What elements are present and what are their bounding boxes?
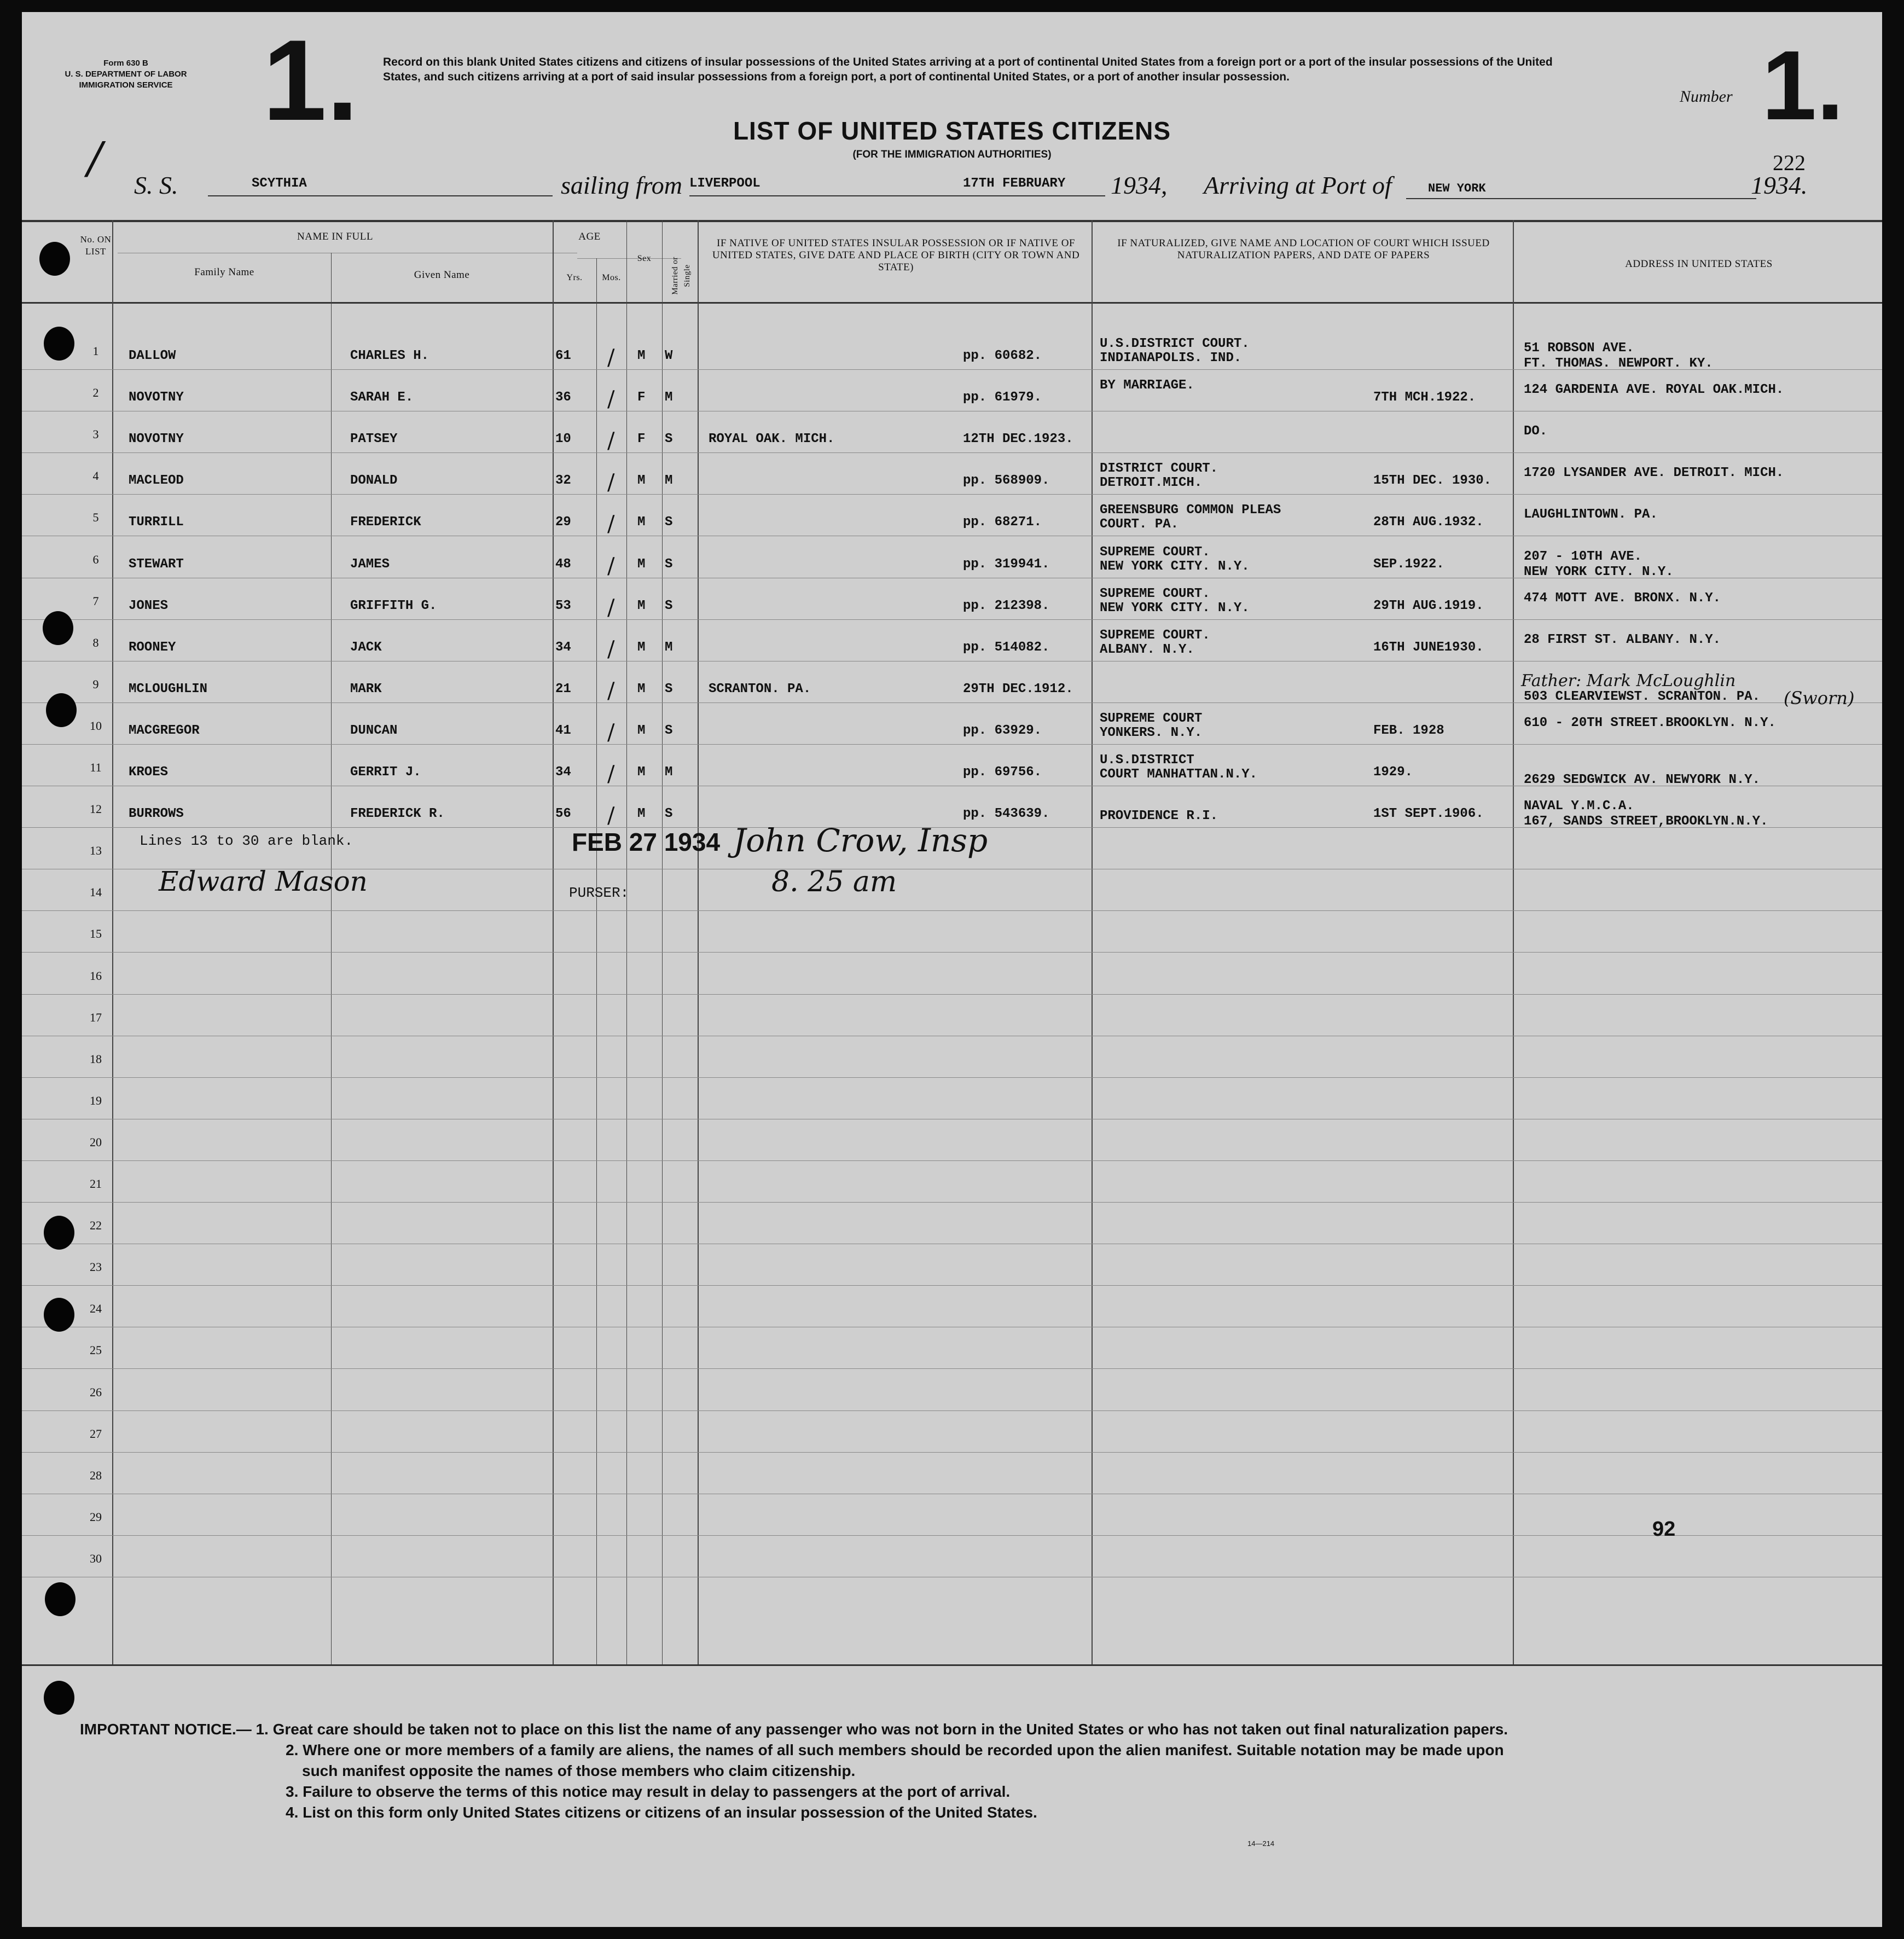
court-location: DETROIT.MICH. (1100, 475, 1203, 491)
line-number: 21 (90, 1177, 102, 1191)
given-name: CHARLES H. (350, 349, 429, 363)
family-name: JONES (129, 598, 169, 613)
notice-line-2b: such manifest opposite the names of those members who claim citizenship. (302, 1762, 856, 1779)
birth-place: ROYAL OAK. MICH. (709, 432, 835, 447)
punch-hole (44, 1216, 74, 1250)
col-line-given (553, 220, 554, 1664)
punch-hole (46, 693, 77, 727)
address-line-2: FT. THOMAS. NEWPORT. KY. (1524, 356, 1713, 371)
sex: M (637, 515, 646, 530)
purser-label: PURSER: (569, 885, 629, 901)
marital-status: S (665, 556, 673, 572)
col-line-married (698, 220, 699, 1664)
court-date: 28TH AUG.1932. (1373, 515, 1484, 530)
court-date: 7TH MCH.1922. (1373, 390, 1476, 405)
birth-date-or-passport: 29TH DEC.1912. (963, 681, 1073, 696)
line-number: 9 (92, 677, 99, 691)
header-family-name: Family Name (194, 266, 254, 278)
birth-date-or-passport: pp. 61979. (963, 390, 1042, 405)
age-months: / (607, 512, 615, 537)
header-naturalization: IF NATURALIZED, GIVE NAME AND LOCATION OF COURT WHICH ISSUED NATURALIZATION PAPERS, AND DATE OF PAPERS (1117, 237, 1490, 261)
ship-name-line (208, 195, 553, 196)
birth-date-or-passport: pp. 69756. (963, 765, 1042, 780)
age-years: 10 (555, 432, 571, 447)
age-years: 41 (555, 723, 571, 738)
given-name: SARAH E. (350, 390, 414, 405)
line-number: 3 (92, 427, 99, 442)
departure-year: 1934, (1111, 171, 1168, 199)
line-number: 16 (90, 968, 102, 983)
col-line-years (596, 258, 597, 1664)
address-line-1: 1720 LYSANDER AVE. DETROIT. MICH. (1524, 466, 1784, 481)
sex: M (637, 640, 646, 655)
punch-hole (44, 327, 74, 361)
punch-hole (39, 242, 70, 276)
row-rule (22, 619, 1882, 620)
table-bottom-border (22, 1664, 1882, 1666)
handwritten-arrival-date: 222 (1773, 150, 1806, 175)
line-number: 10 (90, 718, 102, 733)
family-name: TURRILL (129, 515, 184, 530)
header-address: ADDRESS IN UNITED STATES (1625, 258, 1773, 270)
marital-status: S (665, 432, 673, 447)
court-location: INDIANAPOLIS. IND. (1100, 351, 1242, 365)
line-number: 23 (90, 1260, 102, 1274)
form-department: U. S. DEPARTMENT OF LABOR (65, 69, 187, 79)
line-number: 30 (90, 1551, 102, 1565)
sex: M (637, 806, 646, 822)
line-number: 13 (90, 844, 102, 858)
marital-status: M (665, 473, 673, 489)
line-number: 27 (90, 1426, 102, 1441)
punch-hole (45, 1582, 76, 1616)
court-date: FEB. 1928 (1373, 723, 1444, 738)
sex: M (637, 349, 646, 363)
marital-status: S (665, 723, 673, 738)
page-stamp-number: 92 (1652, 1518, 1676, 1541)
age-years: 53 (555, 598, 571, 613)
court-name: U.S.DISTRICT COURT. (1100, 336, 1250, 351)
age-years: 21 (555, 681, 571, 696)
handwritten-mark: / (88, 132, 102, 183)
family-name: KROES (129, 765, 169, 780)
sex: M (637, 556, 646, 572)
row-rule (22, 1285, 1882, 1286)
blank-lines-note: Lines 13 to 30 are blank. (140, 833, 353, 849)
address-line-2: NEW YORK CITY. N.Y. (1524, 564, 1674, 579)
age-months: / (607, 387, 615, 413)
line-number: 14 (90, 885, 102, 899)
family-name: MACGREGOR (129, 723, 200, 738)
marital-status: S (665, 598, 673, 613)
family-name: BURROWS (129, 806, 184, 822)
departure-date: 17TH FEBRUARY (963, 176, 1066, 191)
age-years: 48 (555, 556, 571, 572)
marital-status: S (665, 515, 673, 530)
punch-hole (44, 1681, 74, 1715)
court-name: U.S.DISTRICT (1100, 753, 1194, 768)
court-location: COURT. PA. (1100, 517, 1179, 532)
col-line-birth (1092, 220, 1093, 1664)
age-months: / (607, 762, 615, 787)
line-number: 29 (90, 1510, 102, 1524)
handwritten-sheet-number-left: 1. (263, 16, 359, 144)
marital-status: S (665, 681, 673, 696)
punch-hole (43, 611, 73, 645)
notice-line-2: 2. Where one or more members of a family are aliens, the names of all such members should be recorded upon the alien manifest. Suitable notation may be made upon (286, 1741, 1504, 1758)
port-line (689, 195, 1105, 196)
arrival-port: NEW YORK (1428, 182, 1486, 195)
court-date: 29TH AUG.1919. (1373, 598, 1484, 613)
row-rule (22, 1077, 1882, 1078)
age-months: / (607, 595, 615, 620)
row-rule (22, 744, 1882, 745)
row-rule (22, 494, 1882, 495)
line-number: 4 (92, 469, 99, 483)
header-birth: IF NATIVE OF UNITED STATES INSULAR POSSESSION OR IF NATIVE OF UNITED STATES, GIVE DATE AND PLACE OF BIRTH (CITY OR TOWN AND STATE) (712, 237, 1080, 273)
given-name: GERRIT J. (350, 765, 421, 780)
marital-status: W (665, 349, 673, 363)
row-rule (22, 452, 1882, 453)
family-name: DALLOW (129, 349, 176, 363)
family-name: NOVOTNY (129, 432, 184, 447)
court-location: ALBANY. N.Y. (1100, 642, 1194, 657)
court-date: 1ST SEPT.1906. (1373, 806, 1484, 822)
notice-line-4: 4. List on this form only United States citizens or citizens of an insular possession of the United States. (286, 1804, 1037, 1821)
court-location: YONKERS. N.Y. (1100, 725, 1203, 740)
address-line-1: 124 GARDENIA AVE. ROYAL OAK.MICH. (1524, 382, 1784, 398)
sailing-from-label: sailing from (561, 171, 682, 199)
sex: M (637, 598, 646, 613)
row-rule (22, 1202, 1882, 1203)
address-line-1: DO. (1524, 424, 1548, 439)
row-rule (22, 1535, 1882, 1536)
punch-hole (44, 1298, 74, 1332)
birth-date-or-passport: pp. 60682. (963, 349, 1042, 363)
address-line-2: 167, SANDS STREET,BROOKLYN.N.Y. (1524, 814, 1768, 829)
sworn-note: (Sworn) (1784, 688, 1855, 709)
marital-status: M (665, 765, 673, 780)
row-rule (22, 910, 1882, 911)
birth-date-or-passport: pp. 63929. (963, 723, 1042, 738)
row-rule (22, 994, 1882, 995)
given-name: DUNCAN (350, 723, 398, 738)
court-date: 16TH JUNE1930. (1373, 640, 1484, 655)
line-number: 12 (90, 802, 102, 816)
inspection-time: 8. 25 am (771, 866, 897, 898)
address-line-2: 503 CLEARVIEWST. SCRANTON. PA. (1524, 689, 1761, 704)
marital-status: M (665, 640, 673, 655)
marital-status: S (665, 806, 673, 822)
father-note: Father: Mark McLoughlin (1521, 671, 1736, 690)
age-years: 36 (555, 390, 571, 405)
birth-date-or-passport: 12TH DEC.1923. (963, 432, 1073, 447)
col-line-naturalization (1513, 220, 1514, 1664)
age-months: / (607, 678, 615, 704)
notice-item-1: 1. Great care should be taken not to place on this list the name of any passenger who was not born in the United States or who has not taken out final naturalization papers. (256, 1721, 1508, 1738)
address-line-1: 207 - 10TH AVE. (1524, 549, 1642, 564)
form-identifier (60, 58, 191, 91)
court-name: SUPREME COURT. (1100, 628, 1210, 643)
court-date: 1929. (1373, 765, 1413, 780)
court-location: PROVIDENCE R.I. (1100, 809, 1218, 824)
page-title: LIST OF UNITED STATES CITIZENS (733, 117, 1171, 145)
line-number: 19 (90, 1093, 102, 1107)
line-number: 6 (92, 552, 99, 566)
col-line-family (331, 253, 332, 1664)
line-number: 28 (90, 1468, 102, 1482)
marital-status: M (665, 390, 673, 405)
age-months: / (607, 428, 615, 454)
line-number: 15 (90, 927, 102, 941)
sex: M (637, 765, 646, 780)
row-rule (22, 952, 1882, 953)
col-line-mos (626, 220, 627, 1664)
family-name: NOVOTNY (129, 390, 184, 405)
family-name: MACLEOD (129, 473, 184, 489)
arrival-port-line (1406, 198, 1756, 199)
important-notice (80, 1719, 1508, 1823)
line-number: 18 (90, 1052, 102, 1066)
header-sex: Sex (637, 254, 652, 263)
number-label: Number (1680, 88, 1733, 106)
line-number: 24 (90, 1302, 102, 1316)
col-line-sex (662, 220, 663, 1664)
given-name: JAMES (350, 556, 390, 572)
court-date: 15TH DEC. 1930. (1373, 473, 1492, 489)
line-number: 2 (92, 386, 99, 400)
age-months: / (607, 803, 615, 829)
court-location: NEW YORK CITY. N.Y. (1100, 600, 1250, 616)
notice-lead: IMPORTANT NOTICE.— (80, 1721, 252, 1738)
family-name: ROONEY (129, 640, 176, 655)
court-location: NEW YORK CITY. N.Y. (1100, 559, 1250, 574)
sex: M (637, 681, 646, 696)
age-years: 56 (555, 806, 571, 822)
given-name: MARK (350, 681, 382, 696)
address-line-1: LAUGHLINTOWN. PA. (1524, 507, 1658, 523)
row-rule (22, 1410, 1882, 1411)
page-subtitle: (FOR THE IMMIGRATION AUTHORITIES) (852, 149, 1052, 160)
arrival-year: 1934. (1751, 171, 1808, 199)
line-number: 17 (90, 1010, 102, 1024)
age-months: / (607, 553, 615, 579)
address-line-2: 2629 SEDGWICK AV. NEWYORK N.Y. (1524, 773, 1761, 787)
address-line-1: 610 - 20TH STREET.BROOKLYN. N.Y. (1524, 715, 1776, 730)
inspector-signature: John Crow, Insp (733, 822, 988, 859)
court-name: SUPREME COURT. (1100, 544, 1210, 560)
court-name: SUPREME COURT (1100, 711, 1203, 726)
notice-line-1 (80, 1719, 1508, 1740)
table-header-border (22, 302, 1882, 304)
sex: M (637, 473, 646, 489)
birth-date-or-passport: pp. 212398. (963, 598, 1050, 613)
age-years: 34 (555, 765, 571, 780)
age-months: / (607, 719, 615, 745)
court-name: GREENSBURG COMMON PLEAS (1100, 503, 1281, 518)
age-months: / (607, 636, 615, 662)
line-number: 25 (90, 1343, 102, 1357)
age-months: / (607, 345, 615, 370)
header-married-or-single: Married or Single (671, 257, 692, 295)
given-name: FREDERICK (350, 515, 421, 530)
header-given-name: Given Name (414, 269, 470, 281)
court-location: COURT MANHATTAN.N.Y. (1100, 767, 1258, 782)
handwritten-sheet-number-right: 1. (1762, 31, 1844, 141)
departure-port: LIVERPOOL (689, 176, 761, 191)
age-years: 29 (555, 515, 571, 530)
row-rule (22, 1160, 1882, 1161)
court-name: DISTRICT COURT. (1100, 461, 1218, 477)
purser-signature: Edward Mason (159, 866, 368, 897)
line-number: 11 (90, 760, 102, 774)
age-years: 34 (555, 640, 571, 655)
birth-date-or-passport: pp. 514082. (963, 640, 1050, 655)
given-name: PATSEY (350, 432, 398, 447)
arriving-label: Arriving at Port of (1204, 171, 1392, 199)
given-name: JACK (350, 640, 382, 655)
header-name-in-full: NAME IN FULL (297, 231, 373, 242)
given-name: FREDERICK R. (350, 806, 445, 822)
line-number: 22 (90, 1218, 102, 1233)
line-number: 7 (92, 594, 99, 608)
manifest-sheet (22, 12, 1882, 1927)
sex: F (637, 390, 646, 405)
header-years: Yrs. (566, 273, 583, 282)
line-number: 5 (92, 510, 99, 525)
line-number: 20 (90, 1135, 102, 1149)
ship-name: SCYTHIA (252, 176, 307, 191)
court-name: BY MARRIAGE. (1100, 378, 1194, 393)
notice-line-3: 3. Failure to observe the terms of this notice may result in delay to passengers at the port of arrival. (286, 1783, 1011, 1800)
birth-date-or-passport: pp. 543639. (963, 806, 1050, 822)
line-number: 26 (90, 1385, 102, 1399)
form-number: Form 630 B (103, 59, 148, 68)
family-name: MCLOUGHLIN (129, 681, 208, 696)
print-code: 14—214 (1247, 1839, 1275, 1848)
form-service: IMMIGRATION SERVICE (79, 80, 173, 90)
court-date: SEP.1922. (1373, 556, 1444, 572)
age-years: 61 (555, 349, 571, 363)
birth-date-or-passport: pp. 568909. (963, 473, 1050, 489)
birth-place: SCRANTON. PA. (709, 681, 811, 696)
birth-date-or-passport: pp. 319941. (963, 556, 1050, 572)
address-line-1: 51 ROBSON AVE. (1524, 341, 1634, 356)
family-name: STEWART (129, 556, 184, 572)
birth-date-or-passport: pp. 68271. (963, 515, 1042, 530)
line-number: 1 (92, 344, 99, 358)
form-instructions: Record on this blank United States citizens and citizens of insular possessions of the United States arriving at a port of continental United States from a foreign port or a port of the insular possessions of the United States, and such citizens arriving at a port of said insular possessions from a foreign port, a port of continental United States, or a port of another insular possession. (383, 56, 1553, 83)
court-name: SUPREME COURT. (1100, 586, 1210, 601)
sex: M (637, 723, 646, 738)
address-line-1: 28 FIRST ST. ALBANY. N.Y. (1524, 632, 1721, 647)
ship-prefix: S. S. (134, 171, 178, 199)
age-months: / (607, 470, 615, 496)
line-number: 8 (92, 635, 99, 649)
header-months: Mos. (602, 273, 621, 282)
row-rule (22, 1452, 1882, 1453)
address-line-1: NAVAL Y.M.C.A. (1524, 799, 1634, 814)
given-name: GRIFFITH G. (350, 598, 437, 613)
header-no-on-list: No. ON LIST (80, 234, 112, 257)
sex: F (637, 432, 646, 447)
table-top-border (22, 220, 1882, 222)
given-name: DONALD (350, 473, 398, 489)
date-stamp: FEB 27 1934 (572, 828, 721, 856)
address-line-1: 474 MOTT AVE. BRONX. N.Y. (1524, 590, 1721, 606)
row-rule (22, 1368, 1882, 1369)
header-age: AGE (578, 231, 601, 242)
age-years: 32 (555, 473, 571, 489)
